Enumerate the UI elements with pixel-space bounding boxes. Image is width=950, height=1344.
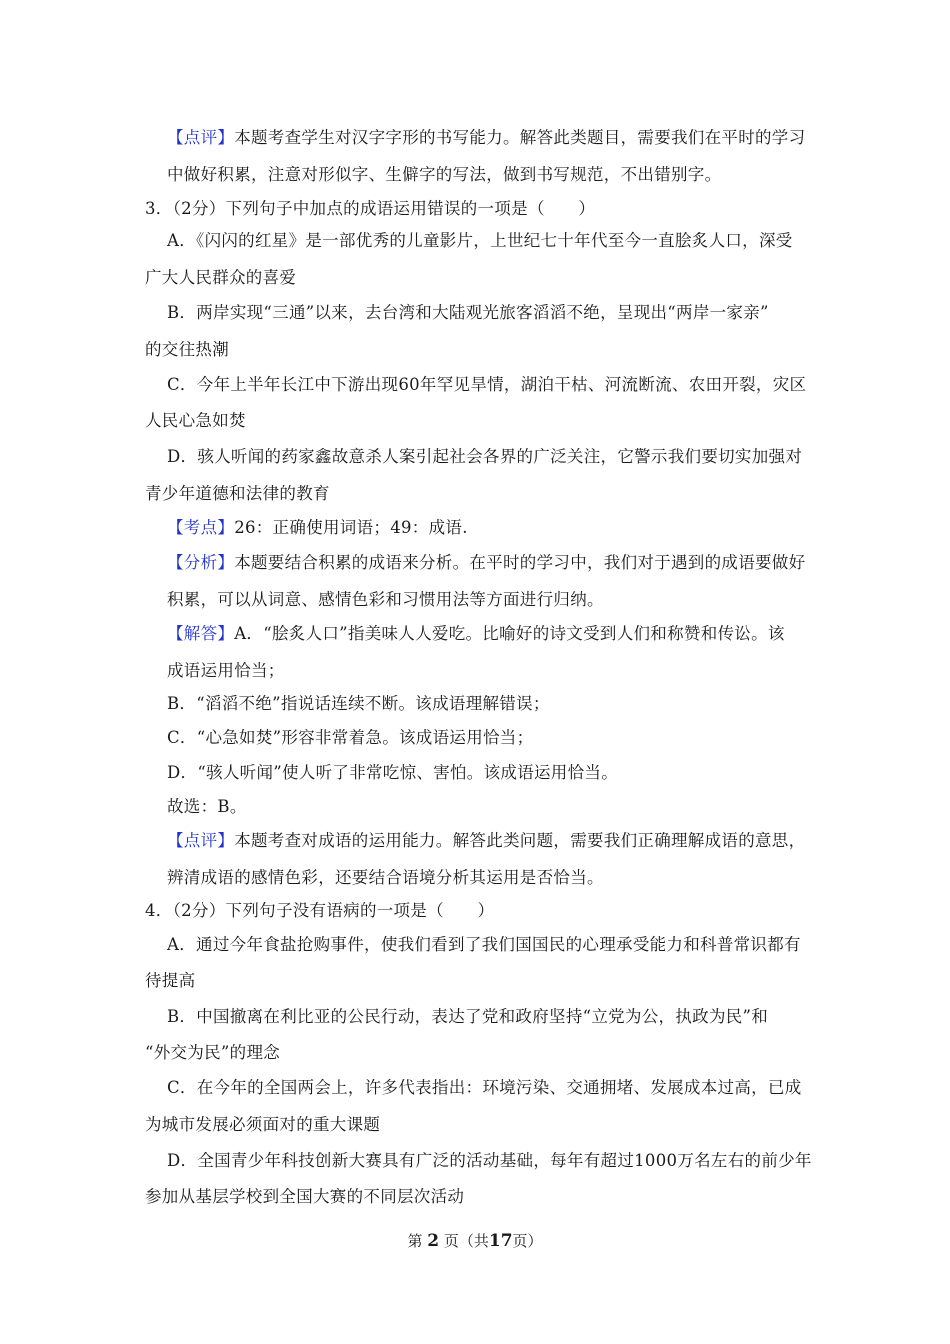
q4-option-d-line-1: D．全国青少年科技创新大赛具有广泛的活动基础，每年有超过1000万名左右的前少年	[167, 1151, 812, 1170]
q3-jieda-line-2: 成语运用恰当；	[167, 661, 285, 680]
review-tag: 【点评】	[167, 128, 235, 147]
q3-option-b-line-2: 的交往热潮	[145, 340, 229, 359]
q4-option-c-line-1: C．在今年的全国两会上，许多代表指出：环境污染、交通拥堵、发展成本过高，已成	[167, 1078, 802, 1097]
q4-option-a-line-1: A．通过今年食盐抢购事件，使我们看到了我们国国民的心理承受能力和科普常识都有	[167, 935, 801, 954]
q4-option-a-line-2: 待提高	[145, 971, 196, 990]
q3-answer: 故选：B。	[167, 797, 247, 816]
q3-option-c-line-1: C．今年上半年长江中下游出现60年罕见旱情，湖泊干枯、河流断流、农田开裂，灾区	[167, 375, 807, 394]
question-4-stem: 4．（2分）下列句子没有语病的一项是（ ）	[145, 901, 495, 920]
page-footer: 第 2 页（共17页）	[407, 1231, 543, 1251]
q3-option-c-line-2: 人民心急如焚	[145, 411, 246, 430]
q4-option-b-line-2: “外交为民”的理念	[145, 1043, 281, 1062]
q3-option-d-line-1: D．骇人听闻的药家鑫故意杀人案引起社会各界的广泛关注，它警示我们要切实加强对	[167, 447, 803, 466]
q3-fenxi-line-2: 积累，可以从词意、感情色彩和习惯用法等方面进行归纳。	[167, 590, 604, 609]
q3-dianping-line-2: 辨清成语的感情色彩，还要结合语境分析其运用是否恰当。	[167, 868, 604, 887]
kaodian-tag: 【考点】	[167, 518, 235, 537]
q3-jieda-d: D．“骇人听闻”使人听了非常吃惊、害怕。该成语运用恰当。	[167, 763, 618, 782]
q4-option-b-line-1: B．中国撤离在利比亚的公民行动，表达了党和政府坚持“立党为公，执政为民”和	[167, 1007, 769, 1026]
q3-option-a-line-2: 广大人民群众的喜爱	[145, 268, 297, 287]
jieda-tag: 【解答】	[167, 624, 235, 643]
q3-jieda-c: C．“心急如焚”形容非常着急。该成语运用恰当；	[167, 728, 534, 747]
q3-option-a-line-1: A．《闪闪的红星》是一部优秀的儿童影片，上世纪七十年代至今一直脍炙人口，深受	[167, 231, 793, 250]
q3-jieda-b: B．“滔滔不绝”指说话连续不断。该成语理解错误；	[167, 694, 550, 713]
total-pages: 17	[488, 1231, 513, 1251]
q4-option-c-line-2: 为城市发展必须面对的重大课题	[145, 1115, 381, 1134]
q4-option-d-line-2: 参加从基层学校到全国大赛的不同层次活动	[145, 1187, 465, 1206]
page-number: 2	[427, 1231, 440, 1251]
q3-dianping-line-1: 【点评】本题考查对成语的运用能力。解答此类问题，需要我们正确理解成语的意思，	[167, 831, 806, 850]
q3-fenxi-line-1: 【分析】本题要结合积累的成语来分析。在平时的学习中，我们对于遇到的成语要做好	[167, 553, 806, 572]
dianping-tag: 【点评】	[167, 831, 235, 850]
review-line-1: 【点评】本题考查学生对汉字字形的书写能力。解答此类题目，需要我们在平时的学习	[167, 128, 806, 147]
q3-kaodian: 【考点】26：正确使用词语；49：成语.	[167, 518, 468, 537]
q3-option-d-line-2: 青少年道德和法律的教育	[145, 484, 330, 503]
review-line-2: 中做好积累，注意对形似字、生僻字的写法，做到书写规范，不出错别字。	[167, 165, 722, 184]
fenxi-tag: 【分析】	[167, 553, 235, 572]
q3-option-b-line-1: B．两岸实现“三通”以来，去台湾和大陆观光旅客滔滔不绝，呈现出“两岸一家亲”	[167, 303, 769, 322]
q3-jieda-line-1: 【解答】A．“脍炙人口”指美味人人爱吃。比喻好的诗文受到人们和称赞和传讼。该	[167, 624, 785, 643]
question-3-stem: 3．（2分）下列句子中加点的成语运用错误的一项是（ ）	[145, 199, 596, 218]
